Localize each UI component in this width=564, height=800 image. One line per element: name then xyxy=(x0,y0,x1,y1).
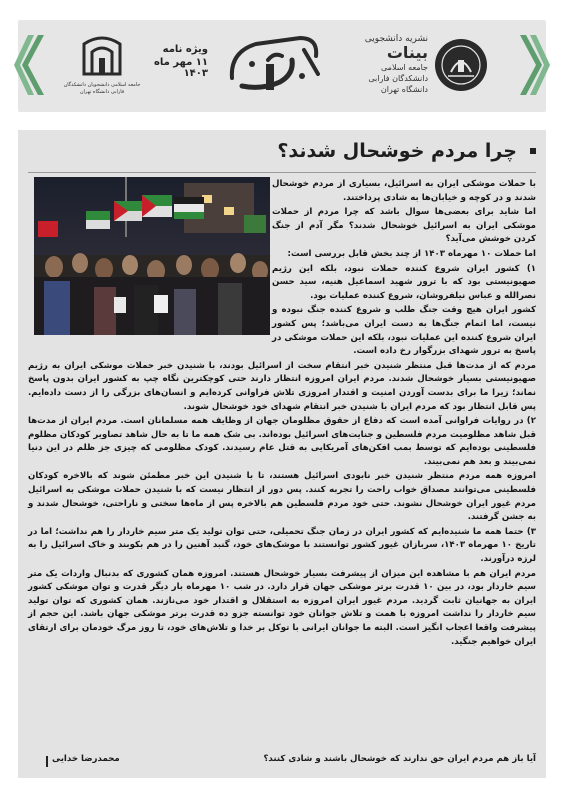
article-title: چرا مردم خوشحال شدند؟ xyxy=(277,140,517,162)
publication-faculty: دانشکدگان فارابی xyxy=(368,74,428,83)
publication-type: نشریه دانشجویی xyxy=(364,34,428,44)
issue-date: ۱۱ مهر ماه ۱۴۰۳ xyxy=(153,57,208,79)
university-seal-icon xyxy=(434,38,488,92)
paragraph: با حملات موشکی ایران به اسرائیل، بسیاری از مردم خوشحال شدند و در کوچه و خیابان‌ها به شادی پرداختند. xyxy=(272,179,536,203)
chevron-left-icon xyxy=(14,35,44,95)
masthead xyxy=(0,0,564,130)
photo-spacer xyxy=(28,178,272,338)
paragraph: امروزه همه مردم منتظر شنیدن خبر نابودی اسرائیل هستند، تا با شنیدن این خبر مطمئن شوند که بالاخره کودکان فلسطینی می‌توانند مصداق خواب راحت را تجربه کنند. پس دور از انتظار نیست که با شنیدن حملات موشکی به اسرائیل مردم غیور ایران خوشحال نشوند. حتی خود مردم فلسطین هم بالاخره پس از ماه‌ها سختی و ناراحتی، خوشحال شدند و به جشن گرفتند. xyxy=(28,471,536,523)
author-name: محمدرضا خدایی xyxy=(52,754,120,764)
article-footer xyxy=(28,754,536,770)
title-bullet-icon xyxy=(530,148,536,154)
publication-info xyxy=(344,34,428,95)
association-emblem-icon xyxy=(78,30,126,78)
article-title-row xyxy=(18,140,546,168)
emblem-caption: جامعه اسلامی دانشجویان دانشکدگان فارابی دانشگاه تهران xyxy=(63,82,141,95)
publication-logo-icon xyxy=(222,30,326,102)
paragraph: مردم ایران هم با مشاهده این میزان از پیشرفت بسیار خوشحال هستند. امروزه همان کشوری که بدنبال واردات یک متر سیم خاردار بود، در بین ۱۰ قدرت برتر موشکی جهان قرار دارد. در شب ۱۰ مهرماه بار دیگر قدرت و توان موشکی کشور ایران به جهانیان ثابت گردید. مردم غیور ایران امروزه به استقلال و اقتدار خود می‌نازند. همان کشوری که توان تولید سیم خاردار را نداشت امروزه با همت و تلاش جوانان خود توانسته جزو ده قدرت برتر موشکی جهان باشد. این حجم از پیشرفت واقعا اعجاب انگیز است. البته ما جوانان ایرانی با توکل بر خدا و تلاش‌های خود، تا روز مرگ خودمان برای ارتقای ایران خواهیم جنگید. xyxy=(28,568,536,647)
article-body xyxy=(28,178,536,758)
article xyxy=(18,130,546,778)
issue-title: ویژه نامه xyxy=(162,44,208,55)
paragraph: ۱) کشور ایران شروع کننده حملات نبود، بلکه این رژیم صهیونیستی بود که با ترور شهید اسماعیل هنیه، سید حسن نصرالله و عباس نیلفروشان، شروع کننده عملیات بود. xyxy=(272,263,536,301)
chevron-right-icon xyxy=(520,35,550,95)
paragraph: اما شاید برای بعضی‌ها سوال باشد که چرا مردم از حملات موشکی ایران به اسرائیل خوشحال شدند؟ مگر آدم از جنگ کردن خوشش می‌آید؟ xyxy=(272,207,536,245)
publication-org: جامعه اسلامی xyxy=(380,63,428,72)
author-separator xyxy=(46,756,48,767)
paragraph: مردم که از مدت‌ها قبل منتظر شنیدن خبر انتقام سخت از اسرائیل بودند، با شنیدن خبر حملات موشکی ایران به رژیم صهیونیستی بسیار خوشحال شدند. مردم ایران امروزه انتظار دارند حتی کوچکترین نگاه چپ به کشور ایران بدون پاسخ نماند؛ زیرا ما برای بدست آوردن امنیت و اقتدار امروزی تلاش فراوانی کرده‌ایم و انسان‌های بزرگی را از دست داده‌ایم. پس قابل انتظار بود که مردم ایران با شنیدن خبر انتقام شهدای خود خوشحال شوند. xyxy=(28,360,536,412)
title-divider xyxy=(28,172,536,173)
publication-name: بینات xyxy=(386,43,428,62)
closing-question: آیا باز هم مردم ایران حق ندارند که خوشحال باشند و شادی کنند؟ xyxy=(263,754,536,764)
paragraph: ۲) در روایات فراوانی آمده است که دفاع از حقوق مظلومان جهان از وظایف همه مسلمانان است. مردم ایران از مدت‌ها قبل شاهد مظلومیت مردم فلسطین و جنایت‌های اسرائیل بوده‌اند. بی شک همه ما تا به حال شاهد تصاویر کودکان مظلوم فلسطینی بوده‌ایم که توسط بمب افکن‌های آمریکایی به قتل عام رسیدند. کودک مظلومی که چیزی جز ظلم در این دنیا نمی‌بیند و بعد هم نمی‌بیند. xyxy=(28,416,536,467)
paragraph: اما حملات ۱۰ مهرماه ۱۴۰۳ از چند بخش قابل بررسی است: xyxy=(287,248,536,259)
paragraph: ۳) حتما همه ما شنیده‌ایم که کشور ایران در زمان جنگ تحمیلی، حتی توان تولید یک متر سیم خاردار را هم نداشت؛ اما در تاریخ ۱۰ مهرماه ۱۴۰۳، سربازان غیور کشور توانستند با موشک‌های خود، گنبد آهنین را در هم بکوبند و خاک اسرائیل را به لرزه درآورند. xyxy=(28,526,536,565)
publication-university: دانشگاه تهران xyxy=(380,85,428,94)
paragraph: کشور ایران هیچ وقت جنگ طلب و شروع کننده جنگ نبوده و نیست، اما اتمام جنگ‌ها به دست ایران می‌باشد؛ پس کشور ایران شروع کننده این عملیات نبود، بلکه این حملات موشکی در پاسخ به ترور شهدای بزرگوار رخ داده است. xyxy=(272,305,536,357)
issue-info xyxy=(140,44,208,79)
